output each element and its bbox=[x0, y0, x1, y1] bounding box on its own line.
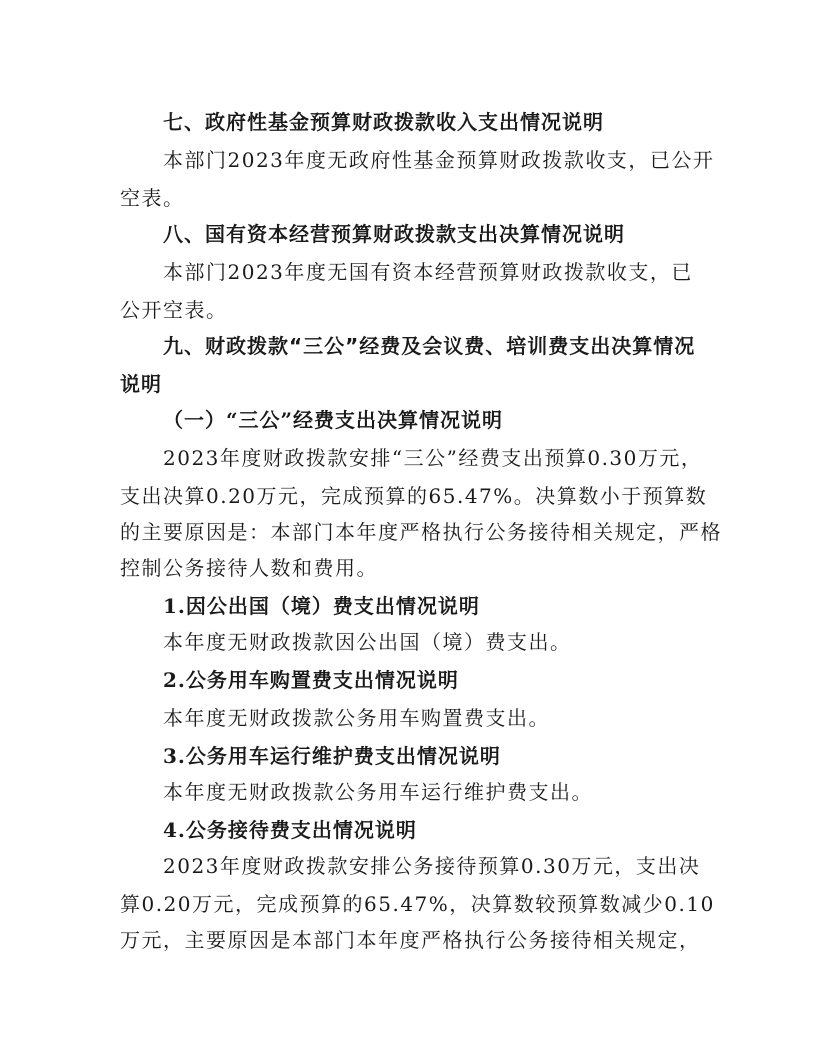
item-4-line-3: 万元，主要原因是本部门本年度严格执行公务接待相关规定， bbox=[120, 928, 701, 952]
item-2-body: 本年度无财政拨款公务用车购置费支出。 bbox=[163, 706, 550, 730]
subsection-1-line-1: 2023年度财政拨款安排“三公”经费支出预算0.30万元， bbox=[163, 446, 703, 470]
section-9-heading-line-2: 说明 bbox=[120, 372, 162, 396]
item-4-line-1: 2023年度财政拨款安排公务接待预算0.30万元，支出决 bbox=[163, 854, 701, 878]
item-1-body: 本年度无财政拨款因公出国（境）费支出。 bbox=[163, 630, 572, 654]
section-7-body-line-2: 空表。 bbox=[120, 186, 185, 210]
section-9-heading-line-1: 九、财政拨款“三公”经费及会议费、培训费支出决算情况 bbox=[163, 334, 696, 358]
section-7-body-line-1: 本部门2023年度无政府性基金预算财政拨款收支，已公开 bbox=[163, 148, 715, 172]
section-8-heading: 八、国有资本经营预算财政拨款支出决算情况说明 bbox=[163, 222, 625, 246]
item-2-heading: 2.公务用车购置费支出情况说明 bbox=[163, 668, 459, 692]
subsection-1-line-2: 支出决算0.20万元，完成预算的65.47%。决算数小于预算数 bbox=[120, 484, 708, 508]
item-3-body: 本年度无财政拨款公务用车运行维护费支出。 bbox=[163, 780, 593, 804]
item-4-line-2: 算0.20万元，完成预算的65.47%，决算数较预算数减少0.10 bbox=[120, 892, 715, 916]
item-3-heading: 3.公务用车运行维护费支出情况说明 bbox=[163, 744, 501, 768]
section-7-heading: 七、政府性基金预算财政拨款收入支出情况说明 bbox=[163, 110, 604, 134]
section-8-body-line-2: 公开空表。 bbox=[120, 298, 228, 322]
subsection-1-heading: （一）“三公”经费支出决算情况说明 bbox=[163, 408, 504, 432]
subsection-1-line-4: 控制公务接待人数和费用。 bbox=[120, 556, 378, 580]
item-4-heading: 4.公务接待费支出情况说明 bbox=[163, 818, 417, 842]
item-1-heading: 1.因公出国（境）费支出情况说明 bbox=[163, 594, 480, 618]
section-8-body-line-1: 本部门2023年度无国有资本经营预算财政拨款收支，已 bbox=[163, 260, 693, 284]
subsection-1-line-3: 的主要原因是：本部门本年度严格执行公务接待相关规定，严格 bbox=[120, 520, 722, 544]
